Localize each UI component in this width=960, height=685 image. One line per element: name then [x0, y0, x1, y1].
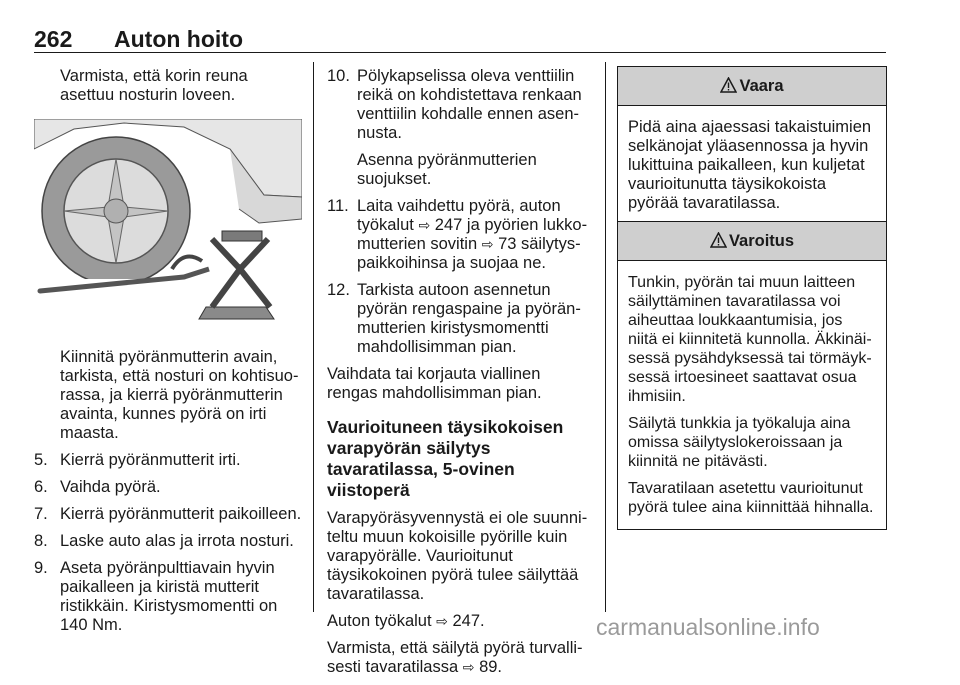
step-number: 8.: [34, 532, 48, 550]
danger-box-title: Vaara: [739, 77, 784, 95]
step-text: Kierrä pyöränmutterit irti.: [60, 451, 241, 469]
illustration-caption: Kiinnitä pyöränmutterin avain, tarkista, että nosturi on kohtisuorassa, ja kierrä pyöränmutterin avainta, kunnes pyörä on irti maasta.: [60, 348, 299, 442]
step-number: 5.: [34, 451, 48, 469]
page-ref-arrow-icon: ⇨: [481, 236, 494, 252]
warning-triangle-icon: [710, 232, 727, 248]
warning-box-body: [618, 261, 886, 529]
step-text: Kierrä pyöränmutterit paikoilleen.: [60, 505, 302, 523]
danger-text: Pidä aina ajaessasi takaistuimien selkänojat yläasennossa ja hyvin lukittuina paikalleen, kun kuljetat vaurioitunutta täysikokoista pyörää tavaratilassa.: [628, 118, 872, 212]
spare-wheel-text: Varapyöräsyvennystä ei ole suunniteltu muun kokoisille pyörille kuin varapyörälle. Vaurioitunut täysikokoinen pyörä tulee säilyttää tavaratilassa.: [327, 509, 588, 603]
step-7: [34, 505, 302, 524]
page-title: Auton hoito: [114, 26, 244, 52]
step-subtext: Asenna pyöränmutterien suojukset.: [357, 151, 537, 188]
watermark: carmanualsonline.info: [596, 614, 820, 640]
warning-text-1: Tunkin, pyörän tai muun laitteen säilyttäminen tavaratilassa voi aiheuttaa loukkaantumisia, jos niitä ei kiinnitetä kunnolla. Äkkinäisessä pysähdyksessä tai törmäyksessä irtoesineet saattavat osua ihmisiin.: [628, 274, 872, 405]
step-number: 6.: [34, 478, 48, 496]
step-8: [34, 532, 302, 551]
column-middle: [327, 67, 591, 685]
warning-triangle-icon: [720, 77, 737, 93]
secure-wheel-text: Varmista, että säilytä pyörä turvallisesti tavaratilassa ⇨ 89.: [327, 639, 583, 676]
step-text: Vaihda pyörä.: [60, 478, 161, 496]
warning-text-2: Säilytä tunkkia ja työkaluja aina omissa säilytyslokeroissaan ja kiinnitä ne pitävästi.: [628, 415, 851, 470]
intro-text: Varmista, että korin reuna asettuu nosturin loveen.: [60, 67, 248, 104]
danger-box-body: [618, 106, 886, 225]
step-text: Tarkista autoon asennetun pyörän rengaspaine ja pyöränmutterien kiristysmomentti mahdollisimman pian.: [357, 281, 581, 356]
page-ref-arrow-icon: ⇨: [418, 217, 431, 233]
step-number: 7.: [34, 505, 48, 523]
jack-illustration: [34, 119, 302, 331]
page-ref-arrow-icon: ⇨: [462, 659, 475, 675]
step-text: Aseta pyöränpulttiavain hyvin paikalleen ja kiristä mutterit ristikkäin. Kiristysmomentti on 140 Nm.: [60, 559, 278, 634]
danger-box: [617, 66, 887, 226]
warning-text-3: Tavaratilaan asetettu vaurioitunut pyörä tulee aina kiinnittää hihnalla.: [628, 480, 874, 516]
column-divider-right: [605, 62, 606, 612]
step-number: 10.: [327, 67, 350, 85]
step-number: 9.: [34, 559, 48, 577]
page-number: 262: [34, 26, 73, 52]
step-5: [34, 451, 302, 470]
step-number: 12.: [327, 281, 350, 299]
column-divider-left: [313, 62, 314, 612]
step-text: Laita vaihdettu pyörä, auton työkalut ⇨ 247 ja pyörien lukkomutterien sovitin ⇨ 73 säilytyspaikkoihinsa ja suojaa ne.: [357, 197, 588, 272]
warning-box-header: [618, 222, 886, 261]
warning-box-title: Varoitus: [728, 232, 795, 250]
step-text: Pölykapselissa oleva venttiilin reikä on kohdistettava renkaan venttiilin kohdalle ennen asennusta.: [357, 67, 582, 142]
tools-reference: Auton työkalut ⇨ 247.: [327, 612, 485, 630]
step-number: 11.: [327, 197, 349, 215]
page-header: [34, 10, 886, 53]
step-12: [327, 281, 591, 357]
danger-box-header: [618, 67, 886, 106]
step-10: [327, 67, 591, 189]
step-11: [327, 197, 591, 273]
page-ref-arrow-icon: ⇨: [436, 613, 448, 629]
step-6: [34, 478, 302, 497]
warning-box: [617, 221, 887, 530]
section-heading: Vaurioituneen täysikokoisen varapyörän säilytys tavaratilassa, 5-ovinen viistoperä: [327, 417, 564, 500]
repair-note: Vaihdata tai korjauta viallinen rengas mahdollisimman pian.: [327, 365, 542, 402]
column-left: [34, 67, 302, 643]
step-text: Laske auto alas ja irrota nosturi.: [60, 532, 294, 550]
step-9: [34, 559, 302, 635]
